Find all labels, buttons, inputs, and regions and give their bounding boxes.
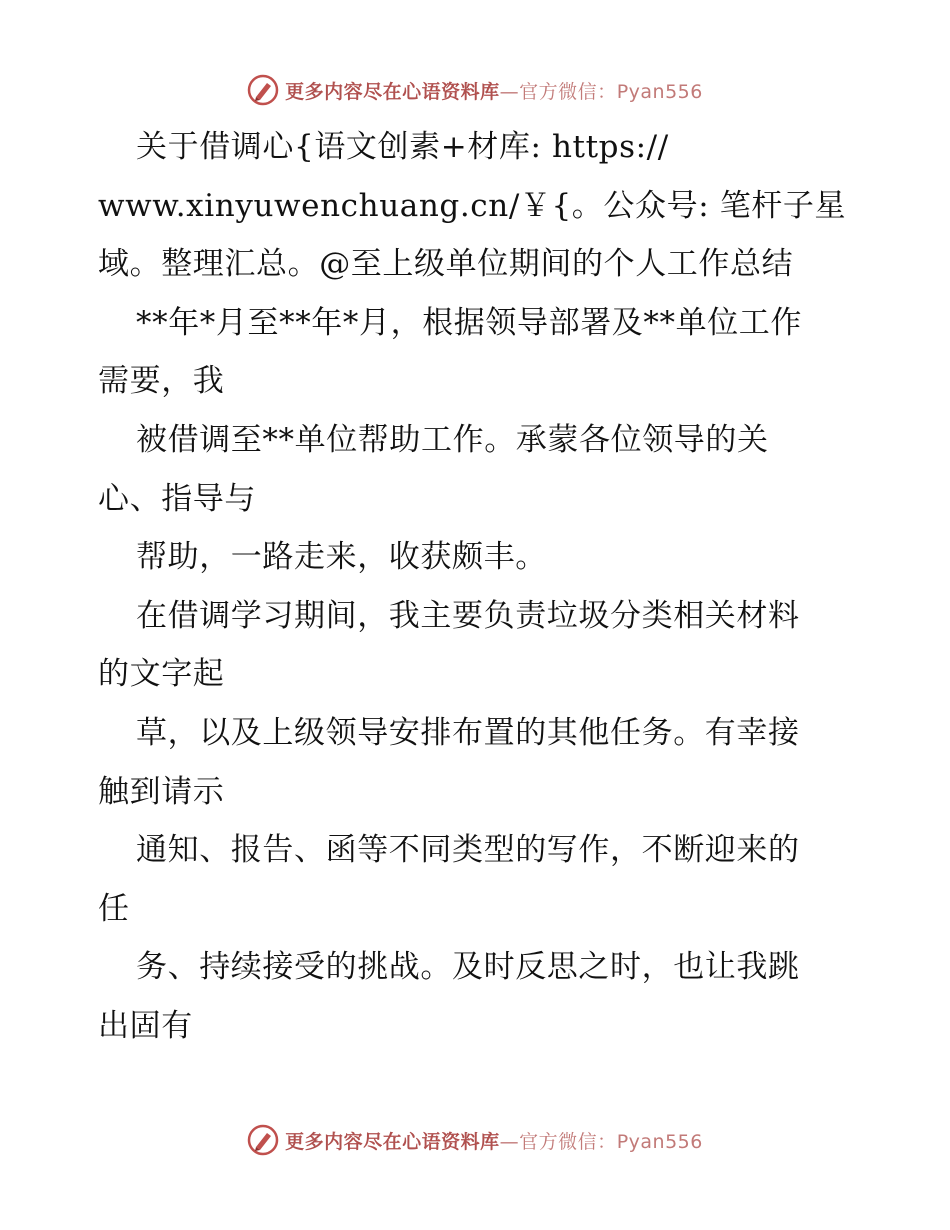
pen-logo-icon <box>247 74 279 106</box>
text-line: 域。整理汇总。@至上级单位期间的个人工作总结 <box>98 246 794 283</box>
text-line: 需要，我 <box>98 363 225 400</box>
text-line: 在借调学习期间，我主要负责垃圾分类相关材料 <box>136 597 800 634</box>
text-line: 心、指导与 <box>98 480 256 517</box>
text-line: 关于借调心{语文创素+材库: https:// <box>136 129 669 165</box>
text-line: 任 <box>98 890 130 927</box>
text-line: **年*月至**年*月，根据领导部署及**单位工作 <box>136 304 802 341</box>
text-line: 被借调至**单位帮助工作。承蒙各位领导的关 <box>136 421 769 458</box>
banner-text: 更多内容尽在心语资料库—官方微信：Pyan556 <box>285 80 703 103</box>
banner-text: 更多内容尽在心语资料库—官方微信：Pyan556 <box>285 1130 703 1153</box>
text-line: 触到请示 <box>98 773 225 810</box>
text-line: 出固有 <box>98 1007 193 1044</box>
document-body <box>98 118 858 1056</box>
text-line: 帮助，一路走来，收获颇丰。 <box>136 539 547 576</box>
text-line: www.xinyuwenchuang.cn/￥{。公众号: 笔杆子星 <box>98 187 847 224</box>
header-banner <box>0 70 950 110</box>
text-line: 的文字起 <box>98 656 225 693</box>
text-line: 通知、报告、函等不同类型的写作，不断迎来的 <box>136 832 800 869</box>
text-line: 草，以及上级领导安排布置的其他任务。有幸接 <box>136 714 800 751</box>
pen-logo-icon <box>247 1124 279 1156</box>
footer-banner <box>0 1120 950 1160</box>
text-line: 务、持续接受的挑战。及时反思之时，也让我跳 <box>136 949 800 986</box>
